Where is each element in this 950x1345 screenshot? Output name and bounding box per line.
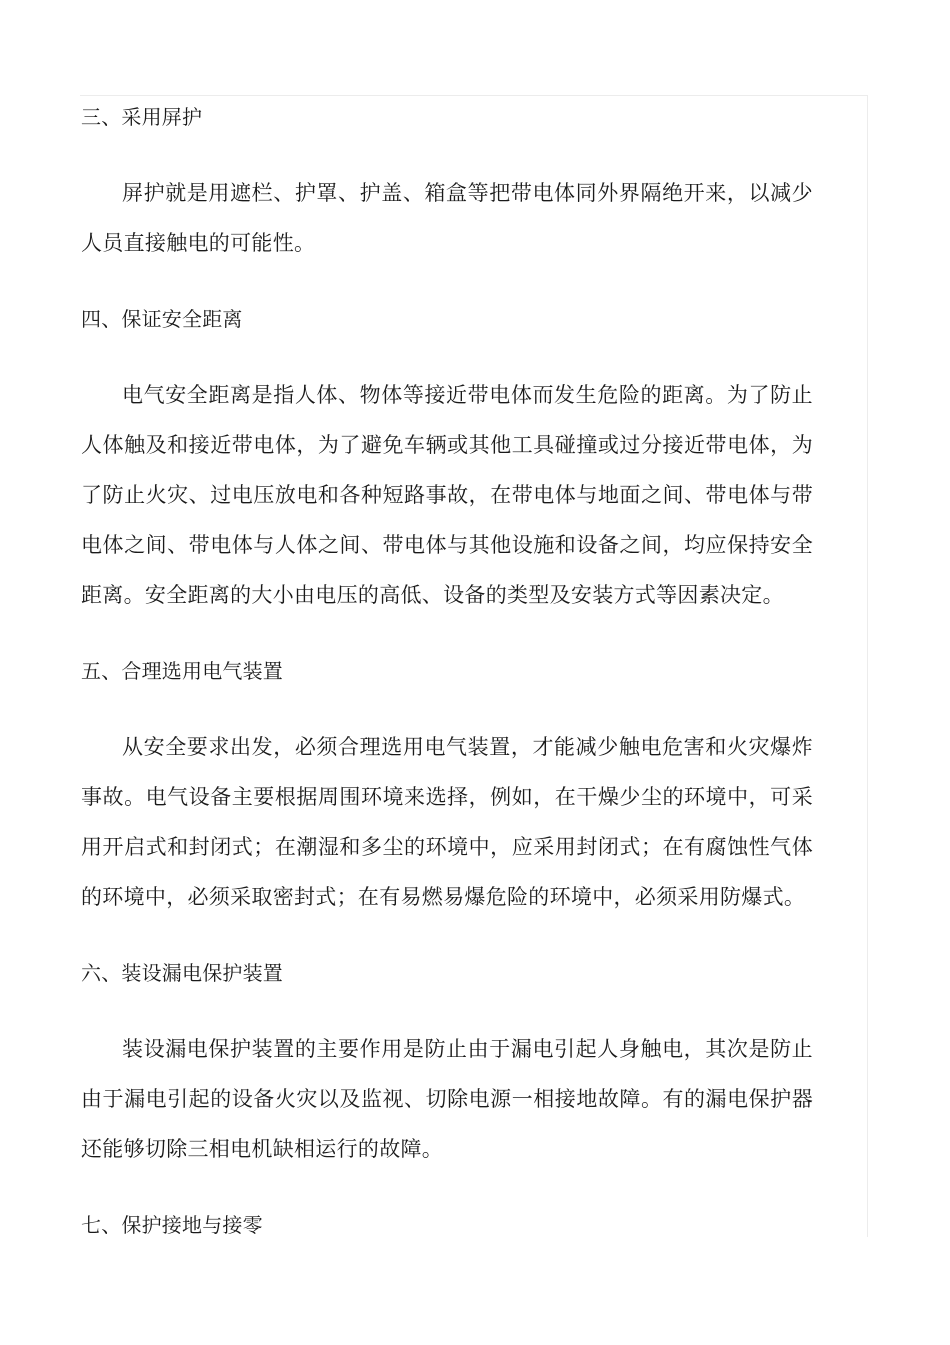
section-heading-4: 四、保证安全距离 <box>81 307 243 331</box>
section-heading-7: 七、保护接地与接零 <box>81 1213 263 1237</box>
section-heading-6: 六、装设漏电保护装置 <box>81 961 283 985</box>
section-heading-5: 五、合理选用电气装置 <box>81 659 283 683</box>
section-heading-3: 三、采用屏护 <box>81 105 203 129</box>
section-paragraph-5: 从安全要求出发，必须合理选用电气装置，才能减少触电危害和火灾爆炸事故。电气设备主要根据周围环境来选择，例如，在干燥少尘的环境中，可采用开启式和封闭式；在潮湿和多尘的环境中，应采用封闭式；在有腐蚀性气体的环境中，必须采取密封式；在有易燃易爆危险的环境中，必须采用防爆式。 <box>81 735 813 909</box>
document-body <box>81 95 813 1237</box>
section-paragraph-6: 装设漏电保护装置的主要作用是防止由于漏电引起人身触电，其次是防止由于漏电引起的设备火灾以及监视、切除电源一相接地故障。有的漏电保护器还能够切除三相电机缺相运行的故障。 <box>81 1037 813 1161</box>
section-paragraph-3: 屏护就是用遮栏、护罩、护盖、箱盒等把带电体同外界隔绝开来，以减少人员直接触电的可能性。 <box>81 181 813 255</box>
section-paragraph-4: 电气安全距离是指人体、物体等接近带电体而发生危险的距离。为了防止人体触及和接近带电体，为了避免车辆或其他工具碰撞或过分接近带电体，为了防止火灾、过电压放电和各种短路事故，在带电体与地面之间、带电体与带电体之间、带电体与人体之间、带电体与其他设施和设备之间，均应保持安全距离。安全距离的大小由电压的高低、设备的类型及安装方式等因素决定。 <box>81 383 813 607</box>
